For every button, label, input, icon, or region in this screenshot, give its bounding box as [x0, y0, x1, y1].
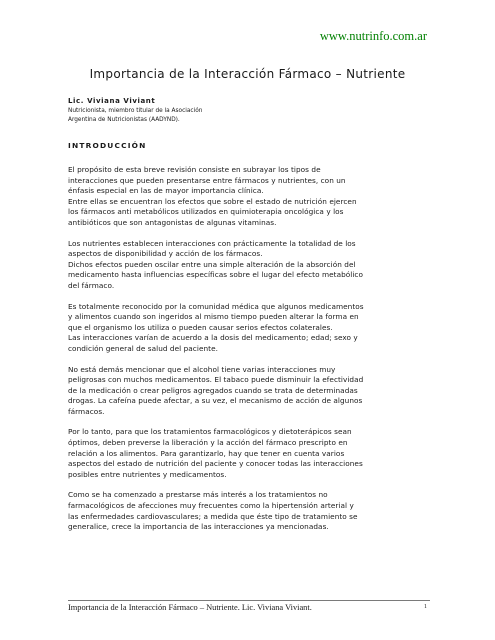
- body-text: [68, 165, 430, 543]
- paragraph: [68, 490, 430, 532]
- paragraph-line: los fármacos anti metabólicos utilizados en quimioterapia oncológica y los: [68, 207, 344, 217]
- footer-text: Importancia de la Interacción Fármaco – Nutriente. Lic. Viviana Viviant.: [68, 603, 312, 612]
- paragraph: [68, 239, 430, 292]
- page-number: 1: [424, 604, 427, 610]
- paragraph-line: aspectos de disponibilidad y acción de los fármacos.: [68, 249, 263, 259]
- paragraph-line: medicamento hasta influencias específicas sobre el lugar del efecto metabólico: [68, 270, 364, 280]
- paragraph-line: condición general de salud del paciente.: [68, 343, 218, 353]
- paragraph: [68, 427, 430, 480]
- paragraph-line: Es totalmente reconocido por la comunidad médica que algunos medicamentos: [68, 301, 364, 311]
- paragraph: [68, 365, 430, 418]
- paragraph-line: peligrosas con muchos medicamentos. El tabaco puede disminuir la efectividad: [68, 375, 364, 385]
- paragraph-line: El propósito de esta breve revisión consiste en subrayar los tipos de: [68, 165, 321, 174]
- affiliation-line: Nutricionista, miembro titular de la Asociación: [68, 108, 203, 114]
- paragraph-line: posibles entre nutrientes y medicamentos.: [68, 469, 227, 479]
- paragraph-line: que el organismo los utiliza o pueden causar serios efectos colaterales.: [68, 322, 333, 332]
- paragraph-line: generalice, crece la importancia de las interacciones ya mencionadas.: [68, 522, 329, 532]
- paragraph-line: farmacológicos de afecciones muy frecuentes como la hipertensión arterial y: [68, 501, 354, 511]
- section-heading: INTRODUCCIÓN: [68, 141, 147, 150]
- paragraph-line: y alimentos cuando son ingeridos al mismo tiempo pueden alterar la forma en: [68, 312, 359, 322]
- paragraph-line: óptimos, deben preverse la liberación y la acción del fármaco prescripto en: [68, 438, 348, 448]
- paragraph-line: de la medicación o crear peligros agregados cuando se trata de determinadas: [68, 385, 358, 395]
- paragraph-line: relación a los alimentos. Para garantizarlo, hay que tener en cuenta varios: [68, 448, 345, 458]
- paragraph-line: énfasis especial en las de mayor importancia clínica.: [68, 186, 264, 196]
- paragraph-line: interacciones que pueden presentarse entre fármacos y nutrientes, con un: [68, 175, 346, 185]
- paragraph-line: las enfermedades cardiovasculares; a medida que éste tipo de tratamiento se: [68, 511, 358, 521]
- paragraph-line: aspectos del estado de nutrición del paciente y conocer todas las interacciones: [68, 459, 363, 469]
- author-affiliation: [68, 107, 268, 124]
- paragraph-line: Por lo tanto, para que los tratamientos farmacológicos y dietoterápicos sean: [68, 427, 352, 437]
- paragraph: [68, 302, 430, 355]
- paragraph-line: Entre ellas se encuentran los efectos que sobre el estado de nutrición ejercen: [68, 196, 357, 206]
- paragraph-line: Las interacciones varían de acuerdo a la dosis del medicamento; edad; sexo y: [68, 333, 358, 343]
- paragraph: [68, 165, 430, 229]
- affiliation-line: Argentina de Nutricionistas (AADYND).: [68, 116, 180, 123]
- document-title: Importancia de la Interacción Fármaco – Nutriente: [89, 67, 406, 81]
- paragraph-line: fármacos.: [68, 406, 105, 416]
- paragraph-line: Los nutrientes establecen interacciones con prácticamente la totalidad de los: [68, 238, 356, 248]
- paragraph-line: Como se ha comenzado a prestarse más interés a los tratamientos no: [68, 490, 328, 500]
- paragraph-line: No está demás mencionar que el alcohol tiene varias interacciones muy: [68, 364, 336, 374]
- paragraph-line: del fármaco.: [68, 280, 115, 290]
- paragraph-line: drogas. La cafeína puede afectar, a su vez, el mecanismo de acción de algunos: [68, 396, 363, 406]
- footer-divider: [68, 600, 430, 601]
- paragraph-line: Dichos efectos pueden oscilar entre una simple alteración de la absorción del: [68, 259, 356, 269]
- site-url-link[interactable]: www.nutrinfo.com.ar: [319, 29, 427, 43]
- paragraph-line: antibióticos que son antagonistas de algunas vitaminas.: [68, 217, 277, 227]
- author-name: Lic. Viviana Viviant: [68, 97, 156, 105]
